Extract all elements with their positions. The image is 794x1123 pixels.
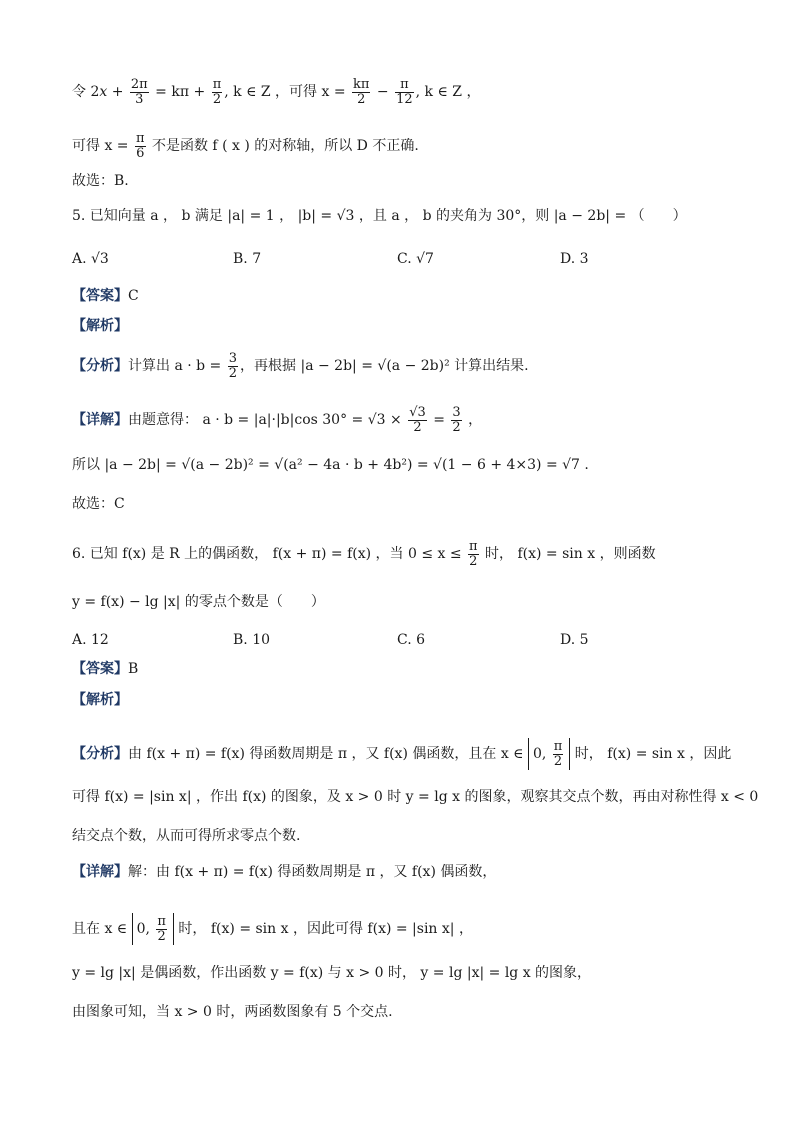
q6-xiangjie-line-3: y = lg |x| 是偶函数，作出函数 y = f(x) 与 x > 0 时， y = lg |x| = lg x 的图象，: [72, 965, 592, 981]
fraction: $\frac{√3}{2}$: [409, 405, 426, 435]
q6-option-a: A. 12: [72, 632, 109, 648]
q6-jiexi-tag: 【解析】: [72, 692, 128, 708]
q6-fenxi-line-2: 可得 f(x) = |sin x| ，作出 f(x) 的图象，及 x > 0 时 y = lg x 的图象，观察其交点个数，再由对称性得 x < 0: [72, 789, 759, 805]
q5-fenxi: 【分析】计算出 a · b = $\frac{3}{2}$ ，再根据 |a − 2b| = √(a − 2b)² 计算出结果.: [72, 351, 529, 381]
question-6-stem-line-2: y = f(x) − lg |x| 的零点个数是（ ）: [72, 594, 325, 610]
q5-option-d: D. 3: [560, 251, 589, 267]
fraction: $\frac{k\pi}{2}$: [353, 77, 370, 107]
q5-suoyi: 所以 |a − 2b| = √(a − 2b)² = √(a² − 4a · b + 4b²) = √(1 − 6 + 4×3) = √7 .: [72, 457, 589, 473]
q5-answer: 【答案】C: [72, 288, 139, 304]
question-5-stem: 5. 已知向量 a ， b 满足 |a| = 1 ， |b| = √3 ，且 a ， b 的夹角为 30°，则 |a − 2b| = （ ）: [72, 208, 687, 224]
fraction: $\frac{2\pi}{3}$: [130, 77, 148, 107]
q5-jiexi-tag: 【解析】: [72, 318, 128, 334]
q5-xiangjie: 【详解】由题意得： a · b = |a|·|b|cos 30° = √3 × $\frac{√3}{2}$ = $\frac{3}{2}$ ，: [72, 405, 483, 435]
interval-bracket: 0, $\frac{\pi}{2}$: [528, 738, 570, 770]
q6-fenxi-line-1: 【分析】由 f(x + π) = f(x) 得函数周期是 π ，又 f(x) 偶函数，且在 x ∈ 0, $\frac{\pi}{2}$ 时， f(x) = sin x ，因此: [72, 739, 732, 769]
fraction: $\frac{\pi}{2}$: [212, 77, 222, 107]
q6-xiangjie-line-2: 且在 x ∈ 0, $\frac{\pi}{2}$ 时， f(x) = sin x ，因此可得 f(x) = |sin x| ，: [72, 914, 473, 944]
q6-option-d: D. 5: [560, 632, 589, 648]
interval-bracket: 0, $\frac{\pi}{2}$: [132, 913, 174, 945]
fraction: $\frac{\pi}{2}$: [469, 539, 478, 569]
fraction: $\frac{\pi}{6}$: [135, 131, 145, 161]
q6-fenxi-line-3: 结交点个数，从而可得所求零点个数.: [72, 828, 301, 844]
q6-answer: 【答案】B: [72, 661, 139, 677]
q5-option-c: C. √7: [397, 251, 434, 267]
q5-option-b: B. 7: [233, 251, 262, 267]
question-6-stem-line-1: 6. 已知 f(x) 是 R 上的偶函数， f(x + π) = f(x) ，当 0 ≤ x ≤ $\frac{\pi}{2}$ 时， f(x) = sin x ，则函数: [72, 539, 656, 569]
fraction: $\frac{3}{2}$: [452, 405, 461, 435]
q6-xiangjie-line-1: 【详解】解：由 f(x + π) = f(x) 得函数周期是 π ，又 f(x) 偶函数，: [72, 864, 497, 880]
q5-conclusion: 故选：C: [72, 496, 125, 512]
solution-line-1: 令 2x + $\frac{2\pi}{3}$ = kπ + $\frac{\pi}{2}$ , k ∈ Z ，可得 x = $\frac{k\pi}{2}$ − $\frac{\pi}{12}$ , k ∈ Z ，: [72, 77, 481, 107]
q6-option-b: B. 10: [233, 632, 271, 648]
conclusion-line: 故选：B.: [72, 173, 129, 189]
fraction: $\frac{3}{2}$: [228, 351, 238, 381]
fraction: $\frac{\pi}{12}$: [396, 77, 413, 107]
q6-option-c: C. 6: [397, 632, 426, 648]
solution-line-2: 可得 x = $\frac{\pi}{6}$ 不是函数 f ( x ) 的对称轴，所以 D 不正确.: [72, 131, 419, 161]
q6-xiangjie-line-4: 由图象可知，当 x > 0 时，两函数图象有 5 个交点.: [72, 1004, 393, 1020]
q5-option-a: A. √3: [72, 251, 109, 267]
